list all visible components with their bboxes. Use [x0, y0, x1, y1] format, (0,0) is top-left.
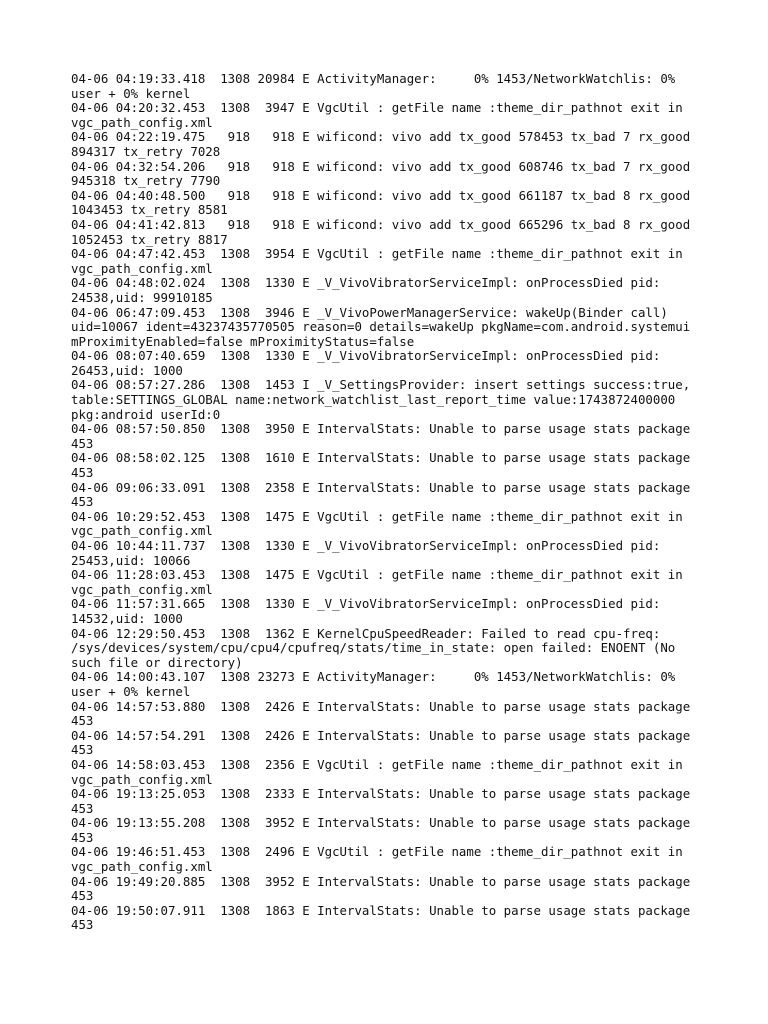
log-line: 04-06 04:19:33.418 1308 20984 E ActivityManager: 0% 1453/NetworkWatchlis: 0% — [71, 71, 676, 86]
log-line: 25453,uid: 10066 — [71, 552, 191, 568]
log-line: vgc_path_config.xml — [71, 523, 213, 539]
log-line: /sys/devices/system/cpu/cpu4/cpufreq/stats/time_in_state: open failed: ENOENT (No — [71, 640, 676, 656]
log-line: vgc_path_config.xml — [71, 859, 213, 875]
log-line: 04-06 08:07:40.659 1308 1330 E _V_VivoVibratorServiceImpl: onProcessDied pid: — [71, 348, 661, 364]
log-line: user + 0% kernel — [71, 683, 191, 699]
log-line: vgc_path_config.xml — [71, 260, 213, 276]
log-line: 453 — [71, 742, 94, 758]
log-line: user + 0% kernel — [71, 85, 191, 101]
log-line: 453 — [71, 435, 94, 451]
log-line: 26453,uid: 1000 — [71, 362, 183, 378]
log-line: such file or directory) — [71, 654, 243, 670]
log-line: 453 — [71, 829, 94, 845]
log-line: 04-06 19:49:20.885 1308 3952 E IntervalStats: Unable to parse usage stats package — [71, 873, 691, 889]
log-line: table:SETTINGS_GLOBAL name:network_watchlist_last_report_time value:1743872400000 — [71, 392, 676, 408]
log-line: 04-06 19:13:55.208 1308 3952 E IntervalStats: Unable to parse usage stats package — [71, 815, 691, 831]
log-line: 04-06 11:57:31.665 1308 1330 E _V_VivoVibratorServiceImpl: onProcessDied pid: — [71, 596, 661, 612]
log-line: 04-06 06:47:09.453 1308 3946 E _V_VivoPowerManagerService: wakeUp(Binder call) — [71, 304, 668, 320]
log-line: 04-06 08:57:50.850 1308 3950 E IntervalStats: Unable to parse usage stats package — [71, 421, 691, 437]
log-line: 04-06 09:06:33.091 1308 2358 E IntervalStats: Unable to parse usage stats package — [71, 479, 691, 495]
log-line: 04-06 14:58:03.453 1308 2356 E VgcUtil : getFile name :theme_dir_pathnot exit in — [71, 756, 683, 772]
log-line: 453 — [71, 465, 94, 481]
log-line: 04-06 04:32:54.206 918 918 E wificond: vivo add tx_good 608746 tx_bad 7 rx_good — [71, 158, 691, 174]
log-line: vgc_path_config.xml — [71, 581, 213, 597]
log-line: 04-06 04:47:42.453 1308 3954 E VgcUtil : getFile name :theme_dir_pathnot exit in — [71, 246, 683, 262]
log-line: 24538,uid: 99910185 — [71, 289, 213, 305]
log-line: 04-06 14:57:54.291 1308 2426 E IntervalStats: Unable to parse usage stats package — [71, 727, 691, 743]
log-line: 04-06 10:29:52.453 1308 1475 E VgcUtil : getFile name :theme_dir_pathnot exit in — [71, 508, 683, 524]
log-line: 04-06 19:46:51.453 1308 2496 E VgcUtil : getFile name :theme_dir_pathnot exit in — [71, 844, 683, 860]
log-line: 453 — [71, 917, 94, 933]
log-line: uid=10067 ident=43237435770505 reason=0 details=wakeUp pkgName=com.android.systemui — [71, 319, 691, 335]
log-line: 04-06 08:58:02.125 1308 1610 E IntervalStats: Unable to parse usage stats package — [71, 450, 691, 466]
log-text-block — [71, 72, 711, 933]
log-line: pkg:android userId:0 — [71, 406, 221, 422]
log-line: 453 — [71, 494, 94, 510]
log-line: vgc_path_config.xml — [71, 114, 213, 130]
log-line: 04-06 04:40:48.500 918 918 E wificond: vivo add tx_good 661187 tx_bad 8 rx_good — [71, 187, 691, 203]
log-line: 14532,uid: 1000 — [71, 610, 183, 626]
log-line: 894317 tx_retry 7028 — [71, 143, 221, 159]
log-line: mProximityEnabled=false mProximityStatus=false — [71, 333, 415, 349]
log-line: 04-06 14:00:43.107 1308 23273 E ActivityManager: 0% 1453/NetworkWatchlis: 0% — [71, 669, 676, 685]
log-line: 04-06 19:50:07.911 1308 1863 E IntervalStats: Unable to parse usage stats package — [71, 902, 691, 918]
log-line: 04-06 08:57:27.286 1308 1453 I _V_SettingsProvider: insert settings success:true, — [71, 377, 691, 393]
log-line: 945318 tx_retry 7790 — [71, 173, 221, 189]
log-line: 453 — [71, 713, 94, 729]
log-line: 04-06 14:57:53.880 1308 2426 E IntervalStats: Unable to parse usage stats package — [71, 698, 691, 714]
log-line: 04-06 04:20:32.453 1308 3947 E VgcUtil : getFile name :theme_dir_pathnot exit in — [71, 100, 683, 116]
log-line: 04-06 04:48:02.024 1308 1330 E _V_VivoVibratorServiceImpl: onProcessDied pid: — [71, 275, 661, 291]
log-line: 04-06 19:13:25.053 1308 2333 E IntervalStats: Unable to parse usage stats package — [71, 786, 691, 802]
log-line: vgc_path_config.xml — [71, 771, 213, 787]
log-line: 04-06 11:28:03.453 1308 1475 E VgcUtil : getFile name :theme_dir_pathnot exit in — [71, 567, 683, 583]
log-line: 1052453 tx_retry 8817 — [71, 231, 228, 247]
log-line: 04-06 04:41:42.813 918 918 E wificond: vivo add tx_good 665296 tx_bad 8 rx_good — [71, 216, 691, 232]
log-line: 1043453 tx_retry 8581 — [71, 202, 228, 218]
log-line: 04-06 12:29:50.453 1308 1362 E KernelCpuSpeedReader: Failed to read cpu-freq: — [71, 625, 661, 641]
log-line: 453 — [71, 800, 94, 816]
log-line: 04-06 04:22:19.475 918 918 E wificond: vivo add tx_good 578453 tx_bad 7 rx_good — [71, 129, 691, 145]
log-line: 04-06 10:44:11.737 1308 1330 E _V_VivoVibratorServiceImpl: onProcessDied pid: — [71, 538, 661, 553]
log-line: 453 — [71, 888, 94, 904]
